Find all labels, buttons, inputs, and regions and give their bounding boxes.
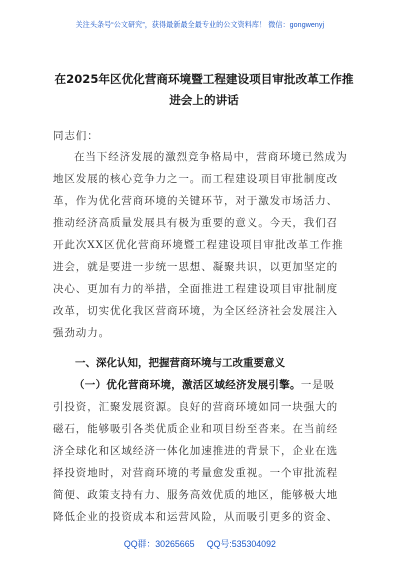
paragraph-line: 进会，就是要进一步统一思想、凝聚共识，以更加坚定的 bbox=[53, 261, 338, 273]
paragraph-line: 磁石，能够吸引各类优质企业和项目纷至沓来。在当前经 bbox=[53, 423, 338, 435]
section-heading: 一、深化认知，把握营商环境与工改重要意义 bbox=[75, 357, 285, 369]
document-title-line-2: 进会上的讲话 bbox=[169, 93, 239, 107]
paragraph-line: 简便、政策支持有力、服务高效优质的地区，能够极大地 bbox=[53, 489, 338, 501]
promo-banner: 关注头条号“公文研究”，获得最新最全最专业的公文资料库！ 微信：gongwenyj bbox=[75, 20, 325, 29]
subsection-first-text: 一是吸 bbox=[300, 379, 336, 391]
paragraph-line: 择投资地时，对营商环境的考量愈发重视。一个审批流程 bbox=[53, 467, 338, 479]
paragraph-line: 在当下经济发展的激烈竞争格局中，营商环境已然成为 bbox=[74, 151, 348, 163]
paragraph-line: 引投资，汇聚发展资源。良好的营商环境如同一块强大的 bbox=[53, 401, 338, 413]
paragraph-line: 降低企业的投资成本和运营风险，从而吸引更多的资金、 bbox=[53, 511, 338, 523]
paragraph-line: 地区发展的核心竞争力之一。而工程建设项目审批制度改 bbox=[53, 173, 338, 185]
paragraph-line: 济全球化和区域经济一体化加速推进的背景下，企业在选 bbox=[53, 445, 338, 457]
subsection-heading: （一）优化营商环境，激活区域经济发展引擎。 bbox=[74, 379, 301, 391]
subsection-first-line bbox=[74, 377, 335, 392]
paragraph-line: 推动经济高质量发展具有极为重要的意义。今天，我们召 bbox=[53, 217, 338, 229]
contact-footer: QQ群：30265665 QQ号:535304092 bbox=[123, 539, 276, 549]
paragraph-line: 改革，切实优化我区营商环境，为全区经济社会发展注入 bbox=[53, 305, 338, 317]
salutation: 同志们： bbox=[53, 130, 99, 142]
paragraph-line: 决心、更加有力的举措，全面推进工程建设项目审批制度 bbox=[53, 283, 338, 295]
paragraph-line: 开此次XX区优化营商环境暨工程建设项目审批改革工作推 bbox=[53, 239, 344, 251]
paragraph-line: 革，作为优化营商环境的关键环节，对于激发市场活力、 bbox=[53, 195, 338, 207]
paragraph-line: 强劲动力。 bbox=[53, 327, 110, 339]
document-title-line-1: 在2025年区优化营商环境暨工程建设项目审批改革工作推 bbox=[54, 72, 354, 86]
